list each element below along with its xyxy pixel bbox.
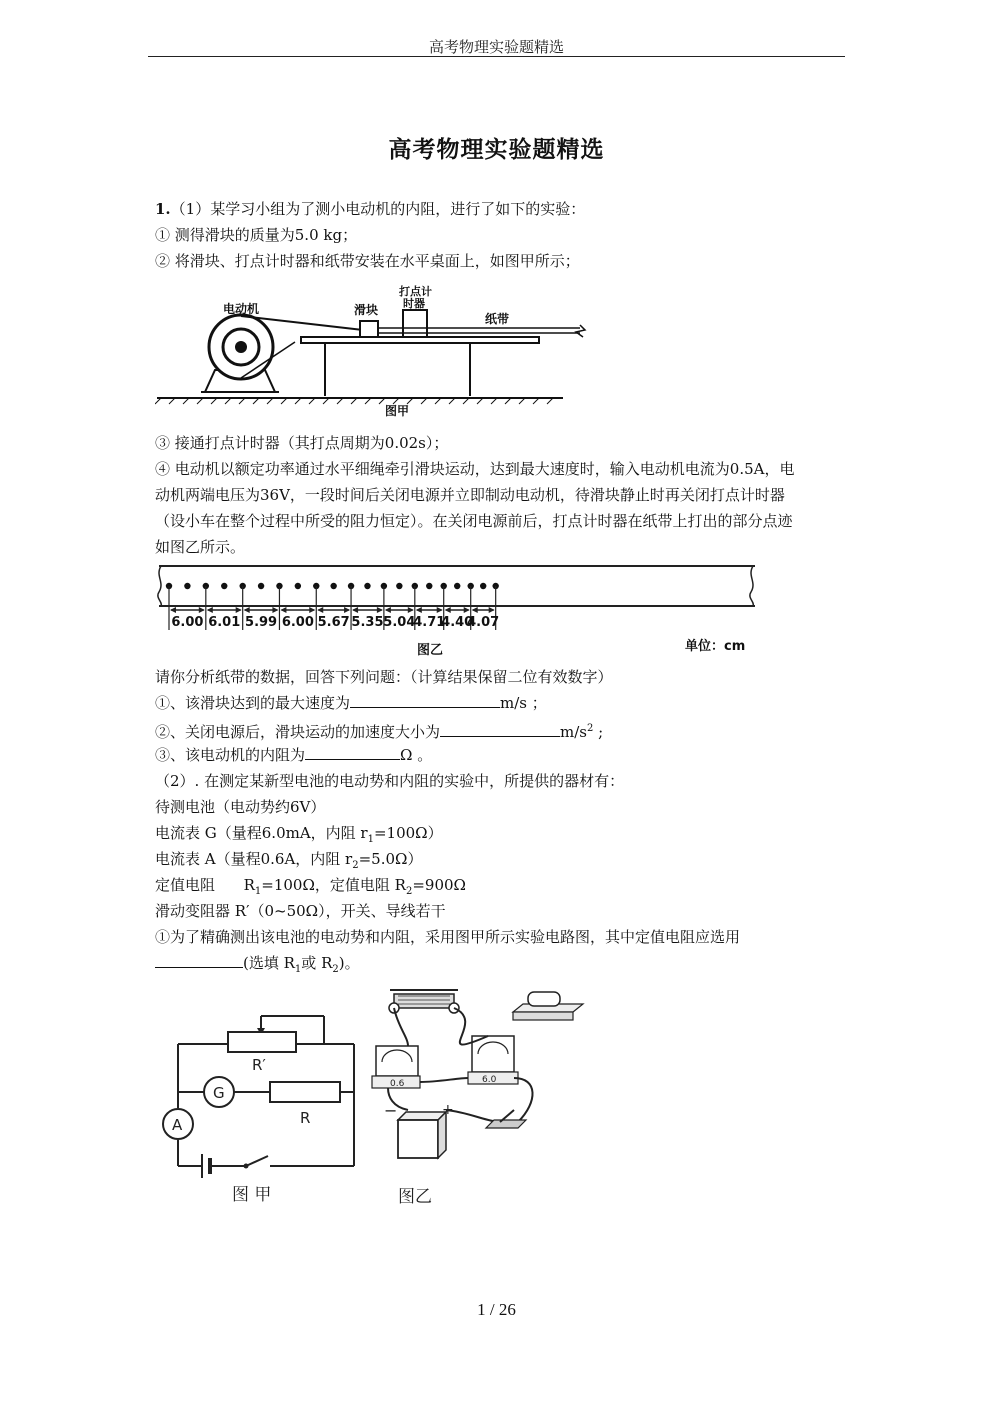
segment-arrow-left — [280, 607, 286, 613]
ask1-unit: m/s ； — [500, 694, 547, 712]
real-switch — [486, 1120, 526, 1128]
segment-arrow-right — [489, 607, 495, 613]
segment-arrow-left — [445, 607, 451, 613]
tape-left-tear — [158, 566, 161, 606]
q1-step4-line1: ④ 电动机以额定功率通过水平细绳牵引滑块运动，达到最大速度时，输入电动机电流为0.5A，电 — [155, 460, 795, 478]
tape-dot — [426, 583, 432, 589]
segment-length-label: 6.00 — [281, 615, 314, 630]
real-battery-plus: + — [442, 1102, 454, 1118]
q1-step4-line4: 如图乙所示。 — [155, 538, 246, 556]
ask1-text: ①、该滑块达到的最大速度为 — [155, 694, 351, 712]
segment-arrow-left — [416, 607, 422, 613]
real-circuit-caption: 图乙 — [398, 1187, 432, 1207]
tape-dot — [480, 583, 486, 589]
page-title: 高考物理实验题精选 — [388, 136, 605, 163]
tape-dot — [221, 583, 227, 589]
block — [360, 321, 378, 337]
segment-arrow-right — [464, 607, 470, 613]
circuit-jia-caption: 图 甲 — [232, 1185, 272, 1205]
segment-arrow-right — [377, 607, 383, 613]
segment-arrow-left — [317, 607, 323, 613]
q1-step2: ② 将滑块、打点计时器和纸带安装在水平桌面上，如图甲所示； — [155, 252, 580, 270]
segment-arrow-left — [244, 607, 250, 613]
figure-jia-apparatus — [155, 280, 595, 420]
block-label: 滑块 — [354, 303, 379, 317]
page-number: 1 / 26 — [477, 1300, 516, 1319]
figure-real-circuit-yi — [368, 982, 593, 1210]
ask1 — [155, 690, 547, 716]
q1-intro-text: （1）某学习小组为了测小电动机的内阻，进行了如下的实验： — [170, 200, 586, 218]
answer-blank-resistor-choice[interactable] — [155, 950, 243, 968]
resistor-label: R — [300, 1109, 311, 1127]
real-resistor-box — [513, 1012, 573, 1020]
segment-arrow-right — [272, 607, 278, 613]
answer-blank-acceleration[interactable] — [440, 719, 560, 737]
ask2: ②、关闭电源后，滑块运动的加速度大小为 $m/s^2$ ; — [155, 716, 603, 745]
ask3 — [155, 742, 432, 768]
real-ammeter-scale: 0.6 — [390, 1079, 405, 1089]
q1-step1: ① 测得滑块的质量为5.0 kg； — [155, 226, 358, 244]
segment-arrow-right — [236, 607, 242, 613]
part2-ask-line2: (选填 $R_1$或 $R_2$)。 — [155, 950, 360, 983]
switch-blade — [246, 1156, 268, 1166]
motor-axle — [235, 341, 247, 353]
q1-intro — [155, 196, 585, 222]
tape-label: 纸带 — [485, 312, 510, 326]
resistor — [270, 1082, 340, 1102]
segment-arrow-left — [352, 607, 358, 613]
tape-dot — [295, 583, 301, 589]
tape-dot — [396, 583, 402, 589]
figure-circuit-jia — [158, 1008, 368, 1208]
segment-length-label: 4.71 — [413, 615, 446, 630]
tape-dot — [184, 583, 190, 589]
segment-arrow-left — [385, 607, 391, 613]
segment-length-label: 6.01 — [208, 615, 241, 630]
tape-dot — [330, 583, 336, 589]
tape-right-tear — [750, 566, 753, 606]
tape-dot — [454, 583, 460, 589]
segment-arrow-right — [199, 607, 205, 613]
segment-arrow-right — [344, 607, 350, 613]
figure-yi-caption: 图乙 — [417, 643, 444, 658]
tape-dot — [258, 583, 264, 589]
ask2-text: ②、关闭电源后，滑块运动的加速度大小为 — [155, 723, 441, 741]
part2-ask-line1: ①为了精确测出该电池的电动势和内阻，采用图甲所示实验电路图，其中定值电阻应选用 — [155, 928, 741, 946]
analysis-intro: 请你分析纸带的数据，回答下列问题：（计算结果保留二位有效数字） — [155, 668, 613, 686]
item-battery: 待测电池（电动势约6V） — [155, 798, 326, 816]
segment-length-label: 5.35 — [351, 615, 384, 630]
item-resistors: 定值电阻 $R_1=100\Omega$，定值电阻 $R_2=900\Omega$ — [155, 876, 466, 897]
ask3-unit: Ω 。 — [400, 746, 433, 764]
ammeter-label: A — [172, 1116, 183, 1134]
q1-step3: ③ 接通打点计时器（其打点周期为0.02s）； — [155, 434, 449, 452]
timer-label-2: 时器 — [403, 297, 425, 310]
item-rheostat: 滑动变阻器 R′（0~50Ω），开关、导线若干 — [155, 902, 446, 920]
part2-intro: （2）. 在测定某新型电池的电动势和内阻的实验中，所提供的器材有： — [155, 772, 625, 790]
item-galvanometer: 电流表 G（量程6.0mA，内阻 $r_1=100\Omega$） — [155, 824, 443, 845]
figure-yi-unit: 单位：cm — [685, 639, 746, 654]
segment-length-label: 4.07 — [467, 615, 500, 630]
galvanometer-label: G — [213, 1084, 225, 1102]
figure-yi-tape — [155, 562, 765, 662]
rheostat — [228, 1032, 296, 1052]
answer-blank-max-speed[interactable] — [350, 690, 500, 708]
ask3-text: ③、该电动机的内阻为 — [155, 746, 306, 764]
real-battery — [398, 1120, 438, 1158]
q1-number: 1. — [155, 200, 171, 218]
segment-arrow-right — [309, 607, 315, 613]
motor-label: 电动机 — [223, 302, 260, 316]
segment-length-label: 6.00 — [171, 615, 204, 630]
segment-arrow-left — [472, 607, 478, 613]
ask2-unit: m/s — [560, 723, 587, 741]
answer-blank-resistance[interactable] — [305, 742, 400, 760]
rheostat-label: R′ — [252, 1056, 266, 1074]
segment-length-label: 4.40 — [441, 615, 474, 630]
figure-jia-caption: 图甲 — [385, 404, 410, 418]
running-header: 高考物理实验题精选 — [428, 38, 564, 56]
tape-dot — [364, 583, 370, 589]
segment-arrow-right — [408, 607, 414, 613]
q1-step4-line3: （设小车在整个过程中所受的阻力恒定）。在关闭电源前后，打点计时器在纸带上打出的部分点迹 — [155, 512, 793, 530]
real-galvanometer-scale: 6.0 — [482, 1075, 497, 1085]
item-ammeter: 电流表 A（量程0.6A，内阻 $r_2=5.0\Omega$） — [155, 850, 423, 871]
segment-arrow-right — [437, 607, 443, 613]
segment-length-label: 5.67 — [317, 615, 350, 630]
header-divider — [148, 56, 845, 57]
segment-length-label: 5.04 — [383, 615, 416, 630]
timer-label-1: 打点计 — [399, 285, 432, 298]
segment-arrow-left — [207, 607, 213, 613]
real-battery-minus: − — [384, 1101, 398, 1120]
segment-arrow-left — [170, 607, 176, 613]
segment-length-label: 5.99 — [245, 615, 278, 630]
q1-step4-line2: 动机两端电压为36V，一段时间后关闭电源并立即制动电动机，待滑块静止时再关闭打点计时器 — [155, 486, 785, 504]
